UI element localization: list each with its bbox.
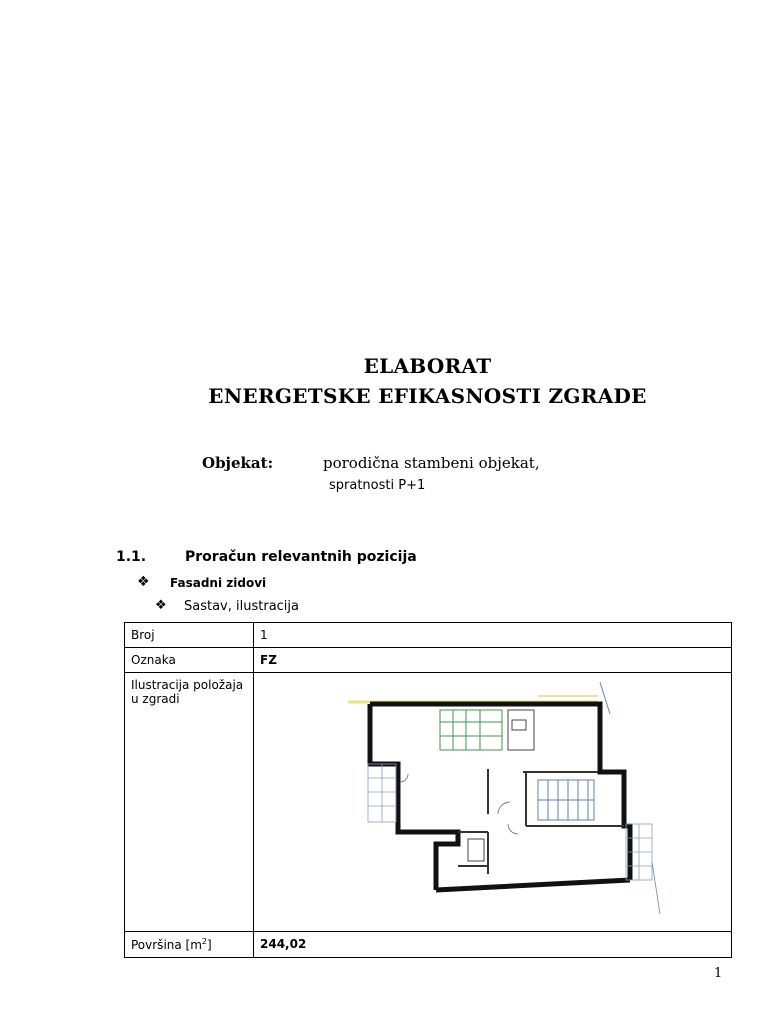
document-title-line-2: ENERGETSKE EFIKASNOSTI ZGRADE (208, 384, 647, 408)
facade-wall-table (124, 622, 732, 958)
table-row-ilustracija (125, 673, 732, 932)
cell-label-broj: Broj (125, 623, 254, 648)
page-number: 1 (714, 966, 723, 981)
bullet-level2-text: Sastav, ilustracija (184, 599, 299, 614)
table-row-broj (125, 623, 732, 648)
object-label: Objekat: (202, 454, 274, 472)
object-value-line-2: spratnosti P+1 (329, 478, 426, 493)
cell-label-povrsina: Površina $[m^2]$ (125, 932, 254, 958)
cell-floor-plan (254, 673, 732, 932)
table-row-oznaka (125, 648, 732, 673)
object-value-line-1: porodična stambeni objekat, (323, 454, 540, 472)
cell-label-oznaka: Oznaka (125, 648, 254, 673)
bullet-level1-text: Fasadni zidovi (170, 576, 267, 590)
bullet-diamond-icon: ❖ (137, 574, 150, 590)
cell-value-povrsina: 244,02 (254, 932, 732, 958)
cell-value-broj: 1 (254, 623, 732, 648)
bullet-diamond-outline-icon: ❖ (155, 598, 167, 613)
cell-label-ilustracija: Ilustracija položaja u zgradi (125, 673, 254, 932)
section-title: Proračun relevantnih pozicija (185, 549, 417, 565)
cell-value-oznaka: FZ (254, 648, 732, 673)
table-row-povrsina (125, 932, 732, 958)
section-number: 1.1. (116, 549, 147, 565)
document-title-line-1: ELABORAT (363, 354, 492, 378)
floor-plan-image (348, 674, 668, 922)
